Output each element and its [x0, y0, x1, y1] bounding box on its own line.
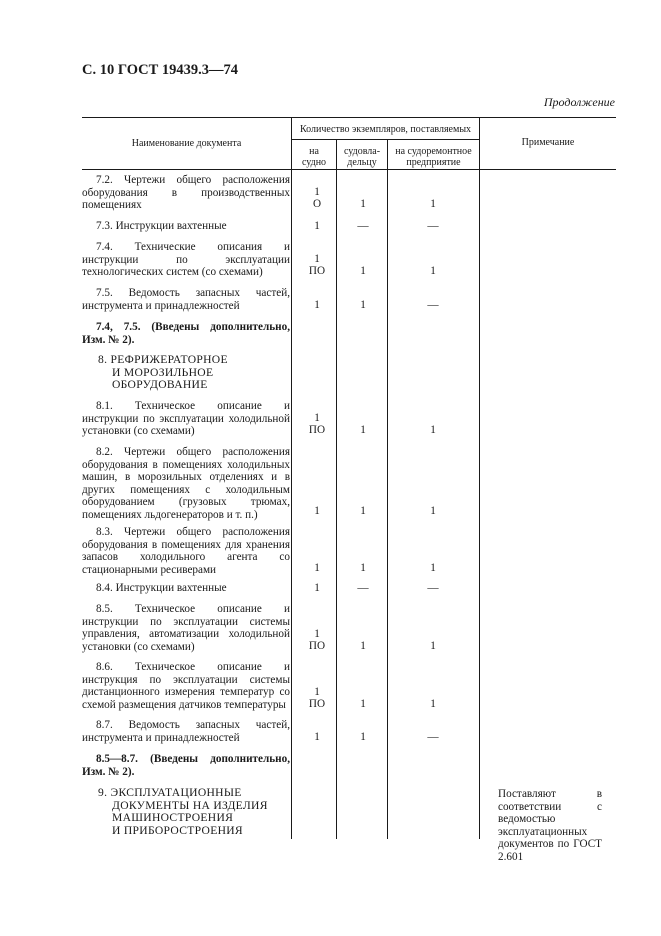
row-8-1-ship: ПО — [308, 424, 326, 436]
col-divider-4 — [479, 117, 480, 839]
header-copies: Количество экземпляров, поставляемых — [299, 124, 472, 135]
row-8-7-repair: — — [427, 731, 439, 743]
header-owner-1: судовла- — [343, 146, 381, 157]
row-8-6-ship-top: 1 — [314, 686, 320, 698]
row-7-3-repair: — — [427, 220, 439, 232]
row-7-5-repair: — — [427, 299, 439, 311]
row-8-5-ship-top: 1 — [314, 628, 320, 640]
amendment-note-7: 7.4, 7.5. (Введены дополнительно, Изм. № 2). — [82, 321, 290, 346]
row-8-6-text: 8.6. Техническое описание и инструкция по эксплуатации системы дистанционного измерения температур со схемой размещения датчиков температуры — [82, 661, 290, 711]
row-7-4-ship: ПО — [308, 265, 326, 277]
row-8-6-owner: 1 — [360, 698, 366, 710]
header-owner-2: дельцу — [347, 157, 377, 168]
header-ship-2: судно — [301, 157, 327, 168]
row-8-5-owner: 1 — [360, 640, 366, 652]
row-8-5-text: 8.5. Техническое описание и инструкции по эксплуатации системы управления, автоматизации холодильной установки (со схемами) — [82, 603, 290, 653]
col-divider-1 — [291, 117, 292, 839]
row-8-6-ship: ПО — [308, 698, 326, 710]
row-7-2-repair: 1 — [430, 198, 436, 210]
copies-header-rule — [291, 139, 479, 140]
row-8-3-text: 8.3. Чертежи общего расположения оборудования в помещениях для хранения запасов холодильного агента со стационарными ресиверами — [82, 526, 290, 576]
row-8-7-owner: 1 — [360, 731, 366, 743]
row-8-3-owner: 1 — [360, 562, 366, 574]
header-repair-1: на судоремонтное — [395, 146, 472, 157]
row-7-3-owner: — — [357, 220, 369, 232]
row-8-1-ship-top: 1 — [314, 412, 320, 424]
row-8-2-text: 8.2. Чертежи общего расположения оборудования в помещениях холодильных машин, в морозильных отделениях и в других помещениях с холодильным оборудованием (грузовых трюмах, помещениях льдогенераторов и т. п.) — [82, 446, 290, 521]
section-8-title-1: 8. РЕФРИЖЕРАТОРНОЕ — [98, 353, 228, 366]
section-9-note: Поставляют в соответствии с ведомостью эксплуатационных документов по ГОСТ 2.601 — [498, 788, 602, 863]
row-7-3-ship: 1 — [314, 220, 320, 232]
header-note: Примечание — [521, 137, 575, 148]
section-8-title-3: ОБОРУДОВАНИЕ — [112, 378, 208, 391]
page-code: С. 10 ГОСТ 19439.3—74 — [82, 62, 239, 78]
row-8-4-repair: — — [427, 582, 439, 594]
header-ship-1: на — [309, 146, 319, 157]
row-8-7-text: 8.7. Ведомость запасных частей, инструмента и принадлежностей — [82, 719, 290, 744]
row-8-5-repair: 1 — [430, 640, 436, 652]
header-bottom-rule — [82, 169, 616, 170]
row-7-5-ship: 1 — [314, 299, 320, 311]
row-7-2-text: 7.2. Чертежи общего расположения оборудования в производственных помещениях — [82, 174, 290, 212]
row-8-4-owner: — — [357, 582, 369, 594]
header-repair-2: предприятие — [406, 157, 461, 168]
section-9-title-1: 9. ЭКСПЛУАТАЦИОННЫЕ — [98, 786, 242, 799]
table-top-rule — [82, 117, 616, 118]
row-7-3-text: 7.3. Инструкции вахтенные — [96, 220, 227, 232]
row-7-5-text: 7.5. Ведомость запасных частей, инструмента и принадлежностей — [82, 287, 290, 312]
row-8-7-ship: 1 — [314, 731, 320, 743]
section-9-title-2: ДОКУМЕНТЫ НА ИЗДЕЛИЯ — [112, 799, 268, 812]
row-7-4-text: 7.4. Технические описания и инструкции по эксплуатации технологических систем (со схемами) — [82, 241, 290, 279]
row-7-4-repair: 1 — [430, 265, 436, 277]
row-7-4-owner: 1 — [360, 265, 366, 277]
header-doc-name: Наименование документа — [131, 138, 242, 149]
row-7-2-ship-top: 1 — [314, 186, 320, 198]
section-9-title-3: МАШИНОСТРОЕНИЯ — [112, 811, 234, 824]
row-7-2-owner: 1 — [360, 198, 366, 210]
row-8-2-ship: 1 — [314, 505, 320, 517]
row-8-5-ship: ПО — [308, 640, 326, 652]
row-8-3-ship: 1 — [314, 562, 320, 574]
row-8-4-ship: 1 — [314, 582, 320, 594]
row-7-4-ship-top: 1 — [314, 253, 320, 265]
row-8-2-owner: 1 — [360, 505, 366, 517]
section-9-title-4: И ПРИБОРОСТРОЕНИЯ — [112, 824, 243, 837]
row-7-2-ship: О — [312, 198, 322, 210]
row-8-6-repair: 1 — [430, 698, 436, 710]
row-7-5-owner: 1 — [360, 299, 366, 311]
section-8-title-2: И МОРОЗИЛЬНОЕ — [112, 366, 214, 379]
amendment-note-8: 8.5—8.7. (Введены дополнительно, Изм. № 2). — [82, 753, 290, 778]
row-8-1-owner: 1 — [360, 424, 366, 436]
continuation-label: Продолжение — [543, 95, 615, 109]
row-8-2-repair: 1 — [430, 505, 436, 517]
row-8-1-repair: 1 — [430, 424, 436, 436]
row-8-3-repair: 1 — [430, 562, 436, 574]
row-8-1-text: 8.1. Техническое описание и инструкции по эксплуатации холодильной установки (со схемами) — [82, 400, 290, 438]
row-8-4-text: 8.4. Инструкции вахтенные — [96, 582, 227, 594]
